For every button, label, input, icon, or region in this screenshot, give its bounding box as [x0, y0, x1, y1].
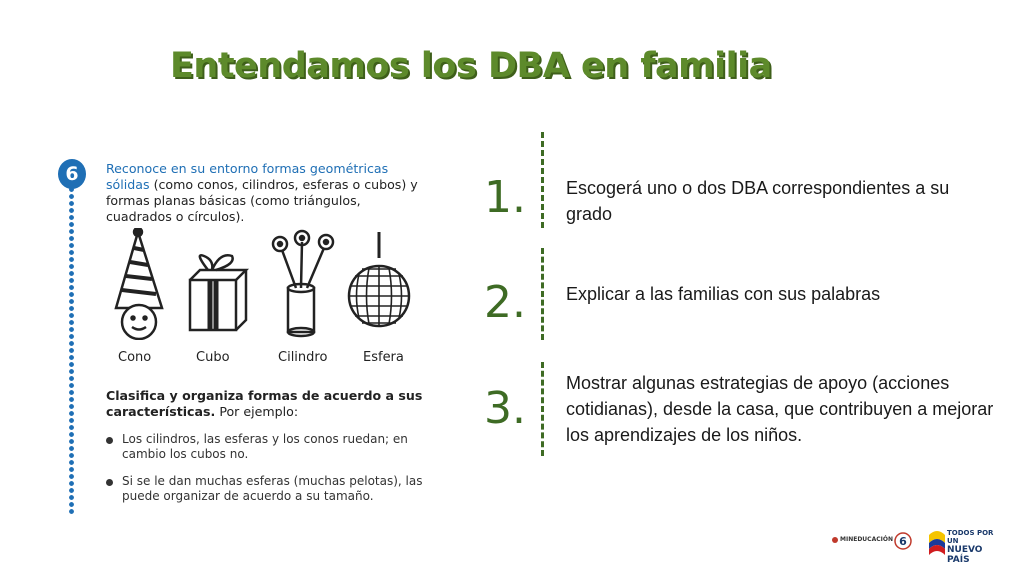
six-logo	[893, 532, 913, 554]
colombia-flag-icon	[925, 527, 947, 559]
dotted-line-decoration	[69, 186, 74, 514]
cylinder-icon	[273, 231, 333, 336]
step-divider-1	[541, 132, 544, 228]
shape-label-sphere: Esfera	[363, 350, 404, 365]
list-item: Los cilindros, las esferas y los conos ruedan; en cambio los cubos no.	[106, 432, 428, 462]
dba-subheading-rest: Por ejemplo:	[219, 404, 299, 419]
list-item: Si se le dan muchas esferas (muchas pelotas), las puede organizar de acuerdo a su tamaño.	[106, 474, 428, 504]
six-logo-text: 6	[899, 535, 907, 548]
todos-por-un-nuevo-pais-logo	[925, 527, 995, 565]
cone-icon	[116, 228, 162, 339]
sphere-icon	[349, 232, 409, 326]
cube-icon	[190, 255, 246, 330]
step-divider-2	[541, 248, 544, 340]
step-number-3: 3.	[484, 383, 526, 434]
step-text-1: Escogerá uno o dos DBA correspondientes a su grado	[566, 178, 950, 224]
shape-label-cone: Cono	[118, 350, 152, 365]
step-text-2: Explicar a las familias con sus palabras	[566, 284, 881, 304]
shape-label-cylinder: Cilindro	[278, 350, 328, 365]
mineducacion-logo-text: MINEDUCACIÓN	[840, 536, 893, 543]
step-divider-3	[541, 362, 544, 456]
step-number-2: 2.	[484, 277, 526, 328]
shapes-illustration	[104, 228, 424, 340]
shape-label-cube: Cubo	[196, 350, 230, 365]
crest-icon	[832, 537, 838, 543]
dba-subheading-bold: Clasifica y organiza formas de acuerdo a sus características.	[106, 388, 423, 419]
mineducacion-logo	[832, 536, 893, 543]
tpun-line1: TODOS POR UN	[947, 529, 994, 545]
dba-number-badge: 6	[58, 159, 86, 189]
page-title: Entendamos los DBA en familia	[170, 46, 772, 86]
dba-heading-rest: (como conos, cilindros, esferas o cubos) y formas planas básicas (como triángulos, cuadrados o círculos).	[106, 177, 418, 224]
step-number-1: 1.	[484, 172, 526, 223]
dba-heading-highlight: Reconoce en su entorno formas geométricas sólidas	[106, 161, 389, 192]
tpun-logo-text	[947, 529, 995, 565]
dba-subheading	[106, 388, 426, 420]
dba-heading	[106, 161, 428, 225]
tpun-line2: NUEVO PAÍS	[947, 545, 983, 565]
step-text-3: Mostrar algunas estrategias de apoyo (acciones cotidianas), desde la casa, que contribuyen a mejorar los aprendizajes de los niños.	[566, 373, 994, 445]
